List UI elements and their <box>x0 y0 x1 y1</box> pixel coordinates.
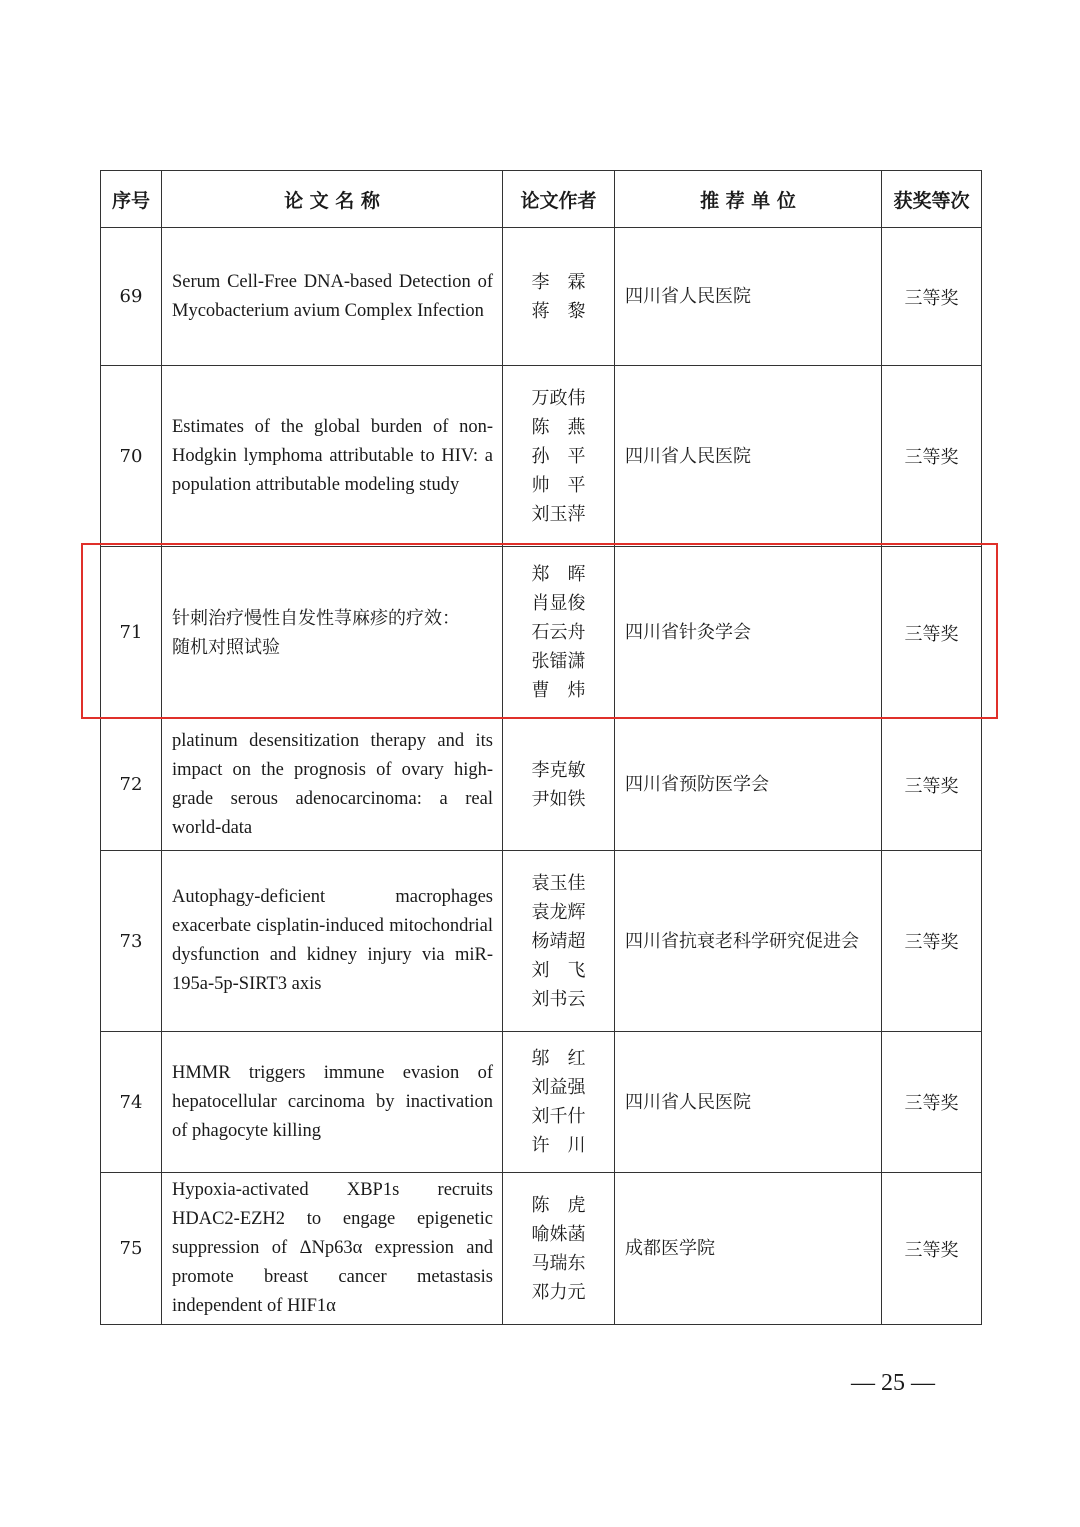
author-name: 杨靖超 <box>531 930 586 952</box>
row-number: 75 <box>101 1173 162 1325</box>
author-name: 帅 平 <box>531 474 586 496</box>
author-name: 刘 飞 <box>531 959 586 981</box>
award-level: 三等奖 <box>882 547 982 719</box>
recommending-unit: 四川省人民医院 <box>615 228 882 366</box>
recommending-unit: 四川省人民医院 <box>615 1032 882 1173</box>
header-unit: 推 荐 单 位 <box>615 171 882 228</box>
paper-authors <box>503 547 615 719</box>
author-name: 陈 燕 <box>531 416 586 438</box>
table-header-row <box>101 171 982 228</box>
author-name: 张镭潇 <box>531 651 586 672</box>
paper-title: Serum Cell-Free DNA-based Detection of Mycobacterium avium Complex Infection <box>162 228 503 366</box>
page-number: — 25 — <box>851 1370 935 1396</box>
award-level: 三等奖 <box>882 719 982 851</box>
author-name: 肖显俊 <box>531 593 586 614</box>
paper-authors <box>503 1032 615 1173</box>
award-level: 三等奖 <box>882 228 982 366</box>
author-name: 刘书云 <box>531 988 586 1010</box>
recommending-unit: 四川省人民医院 <box>615 366 882 547</box>
paper-authors <box>503 1173 615 1325</box>
table-row <box>101 228 982 366</box>
table-row <box>101 366 982 547</box>
table-row <box>101 851 982 1032</box>
table-row <box>101 1032 982 1173</box>
paper-title: HMMR triggers immune evasion of hepatocellular carcinoma by inactivation of phagocyte killing <box>162 1032 503 1173</box>
row-number: 70 <box>101 366 162 547</box>
paper-authors <box>503 366 615 547</box>
award-level: 三等奖 <box>882 366 982 547</box>
author-name: 许 川 <box>531 1135 586 1156</box>
recommending-unit: 四川省针灸学会 <box>615 547 882 719</box>
header-award: 获奖等次 <box>882 171 982 228</box>
author-name: 石云舟 <box>531 622 586 643</box>
author-name: 刘益强 <box>531 1077 586 1098</box>
author-name: 邓力元 <box>531 1281 586 1303</box>
table-row-highlighted <box>101 547 982 719</box>
paper-title: Estimates of the global burden of non-Hodgkin lymphoma attributable to HIV: a population attributable modeling study <box>162 366 503 547</box>
awards-table <box>100 170 982 1325</box>
header-authors: 论文作者 <box>503 171 615 228</box>
author-name: 喻姝菡 <box>531 1223 586 1245</box>
table-row <box>101 1173 982 1325</box>
header-title: 论 文 名 称 <box>162 171 503 228</box>
table-row <box>101 719 982 851</box>
recommending-unit: 四川省抗衰老科学研究促进会 <box>615 851 882 1032</box>
row-number: 72 <box>101 719 162 851</box>
author-name: 李克敏 <box>531 759 586 781</box>
header-no: 序号 <box>101 171 162 228</box>
paper-title: platinum desensitization therapy and its impact on the prognosis of ovary high-grade serous adenocarcinoma: a real world-data <box>162 719 503 851</box>
award-level: 三等奖 <box>882 851 982 1032</box>
row-number: 71 <box>101 547 162 719</box>
author-name: 尹如铁 <box>531 788 586 810</box>
row-number: 73 <box>101 851 162 1032</box>
author-name: 陈 虎 <box>531 1194 586 1216</box>
row-number: 74 <box>101 1032 162 1173</box>
paper-authors <box>503 228 615 366</box>
author-name: 刘玉萍 <box>531 503 586 525</box>
paper-authors <box>503 851 615 1032</box>
recommending-unit: 四川省预防医学会 <box>615 719 882 851</box>
award-level: 三等奖 <box>882 1173 982 1325</box>
recommending-unit: 成都医学院 <box>615 1173 882 1325</box>
author-name: 孙 平 <box>531 445 586 467</box>
author-name: 李 霖 <box>531 271 586 293</box>
author-name: 刘千什 <box>531 1106 586 1127</box>
author-name: 蒋 黎 <box>531 300 586 322</box>
author-name: 邬 红 <box>531 1048 586 1069</box>
paper-title: 针刺治疗慢性自发性荨麻疹的疗效： 随机对照试验 <box>162 547 503 719</box>
author-name: 曹 炜 <box>531 680 586 701</box>
author-name: 万政伟 <box>531 387 586 409</box>
author-name: 袁龙辉 <box>531 901 586 923</box>
row-number: 69 <box>101 228 162 366</box>
paper-authors <box>503 719 615 851</box>
author-name: 郑 晖 <box>531 564 586 585</box>
award-level: 三等奖 <box>882 1032 982 1173</box>
paper-title: Autophagy-deficient macrophages exacerbate cisplatin-induced mitochondrial dysfunction and kidney injury via miR-195a-5p-SIRT3 axis <box>162 851 503 1032</box>
paper-title: Hypoxia-activated XBP1s recruits HDAC2-EZH2 to engage epigenetic suppression of ΔNp63α expression and promote breast cancer metastasis independent of HIF1α <box>162 1173 503 1325</box>
author-name: 马瑞东 <box>531 1252 586 1274</box>
author-name: 袁玉佳 <box>531 872 586 894</box>
